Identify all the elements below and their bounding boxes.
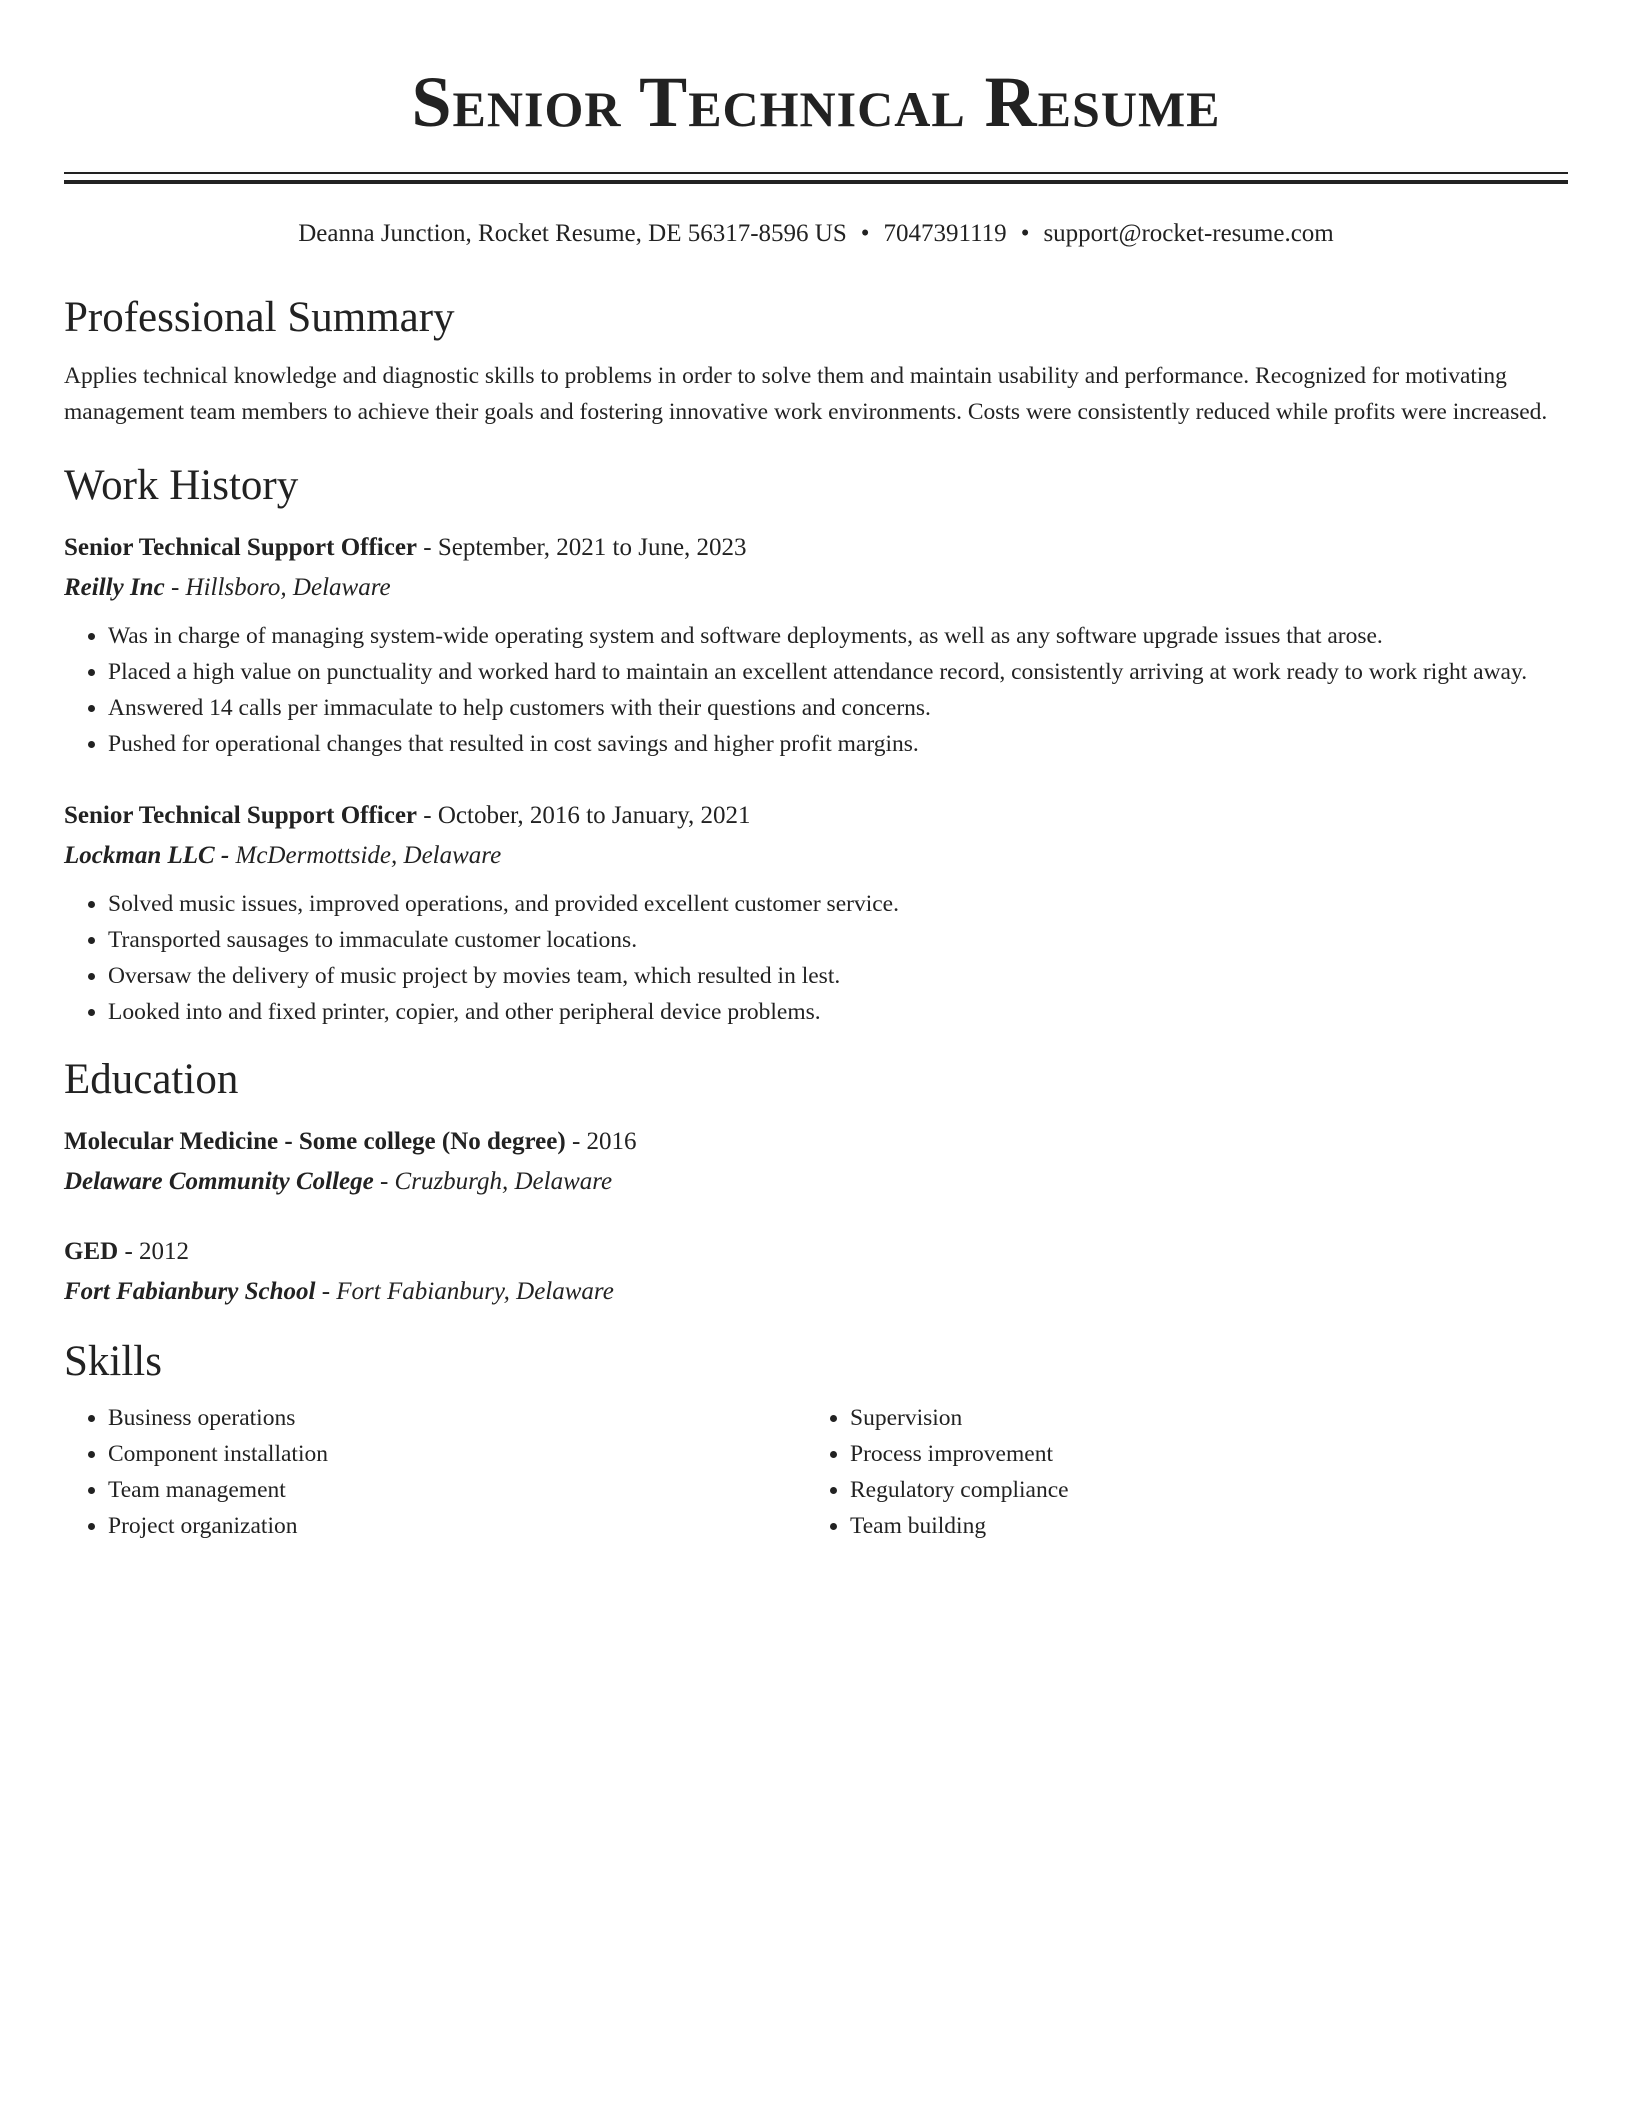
contact-separator: • <box>860 220 870 247</box>
list-item: • Project organization <box>108 1508 806 1544</box>
skills-heading: Skills <box>64 1338 162 1385</box>
job-dates: - September, 2021 to June, 2023 <box>417 534 747 561</box>
contact-phone: 7047391119 <box>883 220 1007 247</box>
list-item: • Team management <box>108 1472 806 1508</box>
education-location: - Cruzburgh, Delaware <box>373 1168 613 1195</box>
list-item: • Oversaw the delivery of music project by movies team, which resulted in lest. <box>108 958 1568 994</box>
education-school-line <box>64 1162 1568 1202</box>
education-location: - Fort Fabianbury, Delaware <box>315 1278 614 1305</box>
job-company: Lockman LLC - <box>64 842 230 869</box>
list-item: • Component installation <box>108 1436 806 1472</box>
skills-grid <box>64 1400 1568 1544</box>
education-school: Delaware Community College <box>64 1168 374 1195</box>
education-year: - 2016 <box>565 1128 637 1155</box>
job-location: McDermottside, Delaware <box>229 842 502 869</box>
job-title-line <box>64 796 1568 836</box>
contact-address: Deanna Junction, Rocket Resume, DE 56317-8596 US <box>298 220 847 247</box>
education-degree-line <box>64 1122 1568 1162</box>
list-item: • Regulatory compliance <box>850 1472 1548 1508</box>
job-bullets <box>64 886 1568 1030</box>
skills-column-left <box>64 1400 806 1544</box>
summary-heading: Professional Summary <box>64 294 455 341</box>
job-location: - Hillsboro, Delaware <box>164 574 391 601</box>
job-title: Senior Technical Support Officer <box>64 534 418 561</box>
job-title-line <box>64 528 1568 568</box>
list-item: • Supervision <box>850 1400 1548 1436</box>
education-entry <box>64 1232 1568 1312</box>
job-entry <box>64 528 1568 762</box>
list-item: • Looked into and fixed printer, copier, and other peripheral device problems. <box>108 994 1568 1030</box>
summary-text: Applies technical knowledge and diagnostic skills to problems in order to solve them and maintain usability and performance. Recognized for motivating management team members to achieve their goals and fostering innovative work environments. Costs were consistently reduced while profits were increased. <box>64 363 1548 425</box>
job-entry <box>64 796 1568 1030</box>
education-degree-line <box>64 1232 1568 1272</box>
education-entry <box>64 1122 1568 1202</box>
list-item: • Transported sausages to immaculate customer locations. <box>108 922 1568 958</box>
list-item: • Pushed for operational changes that resulted in cost savings and higher profit margins. <box>108 726 1568 762</box>
list-item: • Team building <box>850 1508 1548 1544</box>
title-double-rule <box>64 172 1568 184</box>
education-year: - 2012 <box>118 1238 190 1265</box>
education-school: Fort Fabianbury School <box>64 1278 316 1305</box>
job-bullets <box>64 618 1568 762</box>
contact-separator: • <box>1020 220 1030 247</box>
list-item: • Process improvement <box>850 1436 1548 1472</box>
list-item: • Was in charge of managing system-wide operating system and software deployments, as well as any software upgrade issues that arose. <box>108 618 1568 654</box>
list-item: • Business operations <box>108 1400 806 1436</box>
job-company: Reilly Inc <box>64 574 165 601</box>
work-history-heading: Work History <box>64 462 299 509</box>
job-company-line <box>64 568 1568 608</box>
list-item: • Placed a high value on punctuality and worked hard to maintain an excellent attendance record, consistently arriving at work ready to work right away. <box>108 654 1568 690</box>
list-item: • Solved music issues, improved operations, and provided excellent customer service. <box>108 886 1568 922</box>
contact-line <box>64 218 1568 250</box>
job-title: Senior Technical Support Officer <box>64 802 418 829</box>
education-heading: Education <box>64 1056 239 1103</box>
skills-column-right <box>806 1400 1548 1544</box>
job-company-line <box>64 836 1568 876</box>
list-item: • Answered 14 calls per immaculate to help customers with their questions and concerns. <box>108 690 1568 726</box>
education-degree: GED <box>64 1238 119 1265</box>
education-degree: Molecular Medicine - Some college (No degree) <box>64 1128 566 1155</box>
contact-email: support@rocket-resume.com <box>1043 220 1334 247</box>
education-school-line <box>64 1272 1568 1312</box>
job-dates: - October, 2016 to January, 2021 <box>417 802 751 829</box>
resume-title: Senior Technical Resume <box>411 62 1221 142</box>
